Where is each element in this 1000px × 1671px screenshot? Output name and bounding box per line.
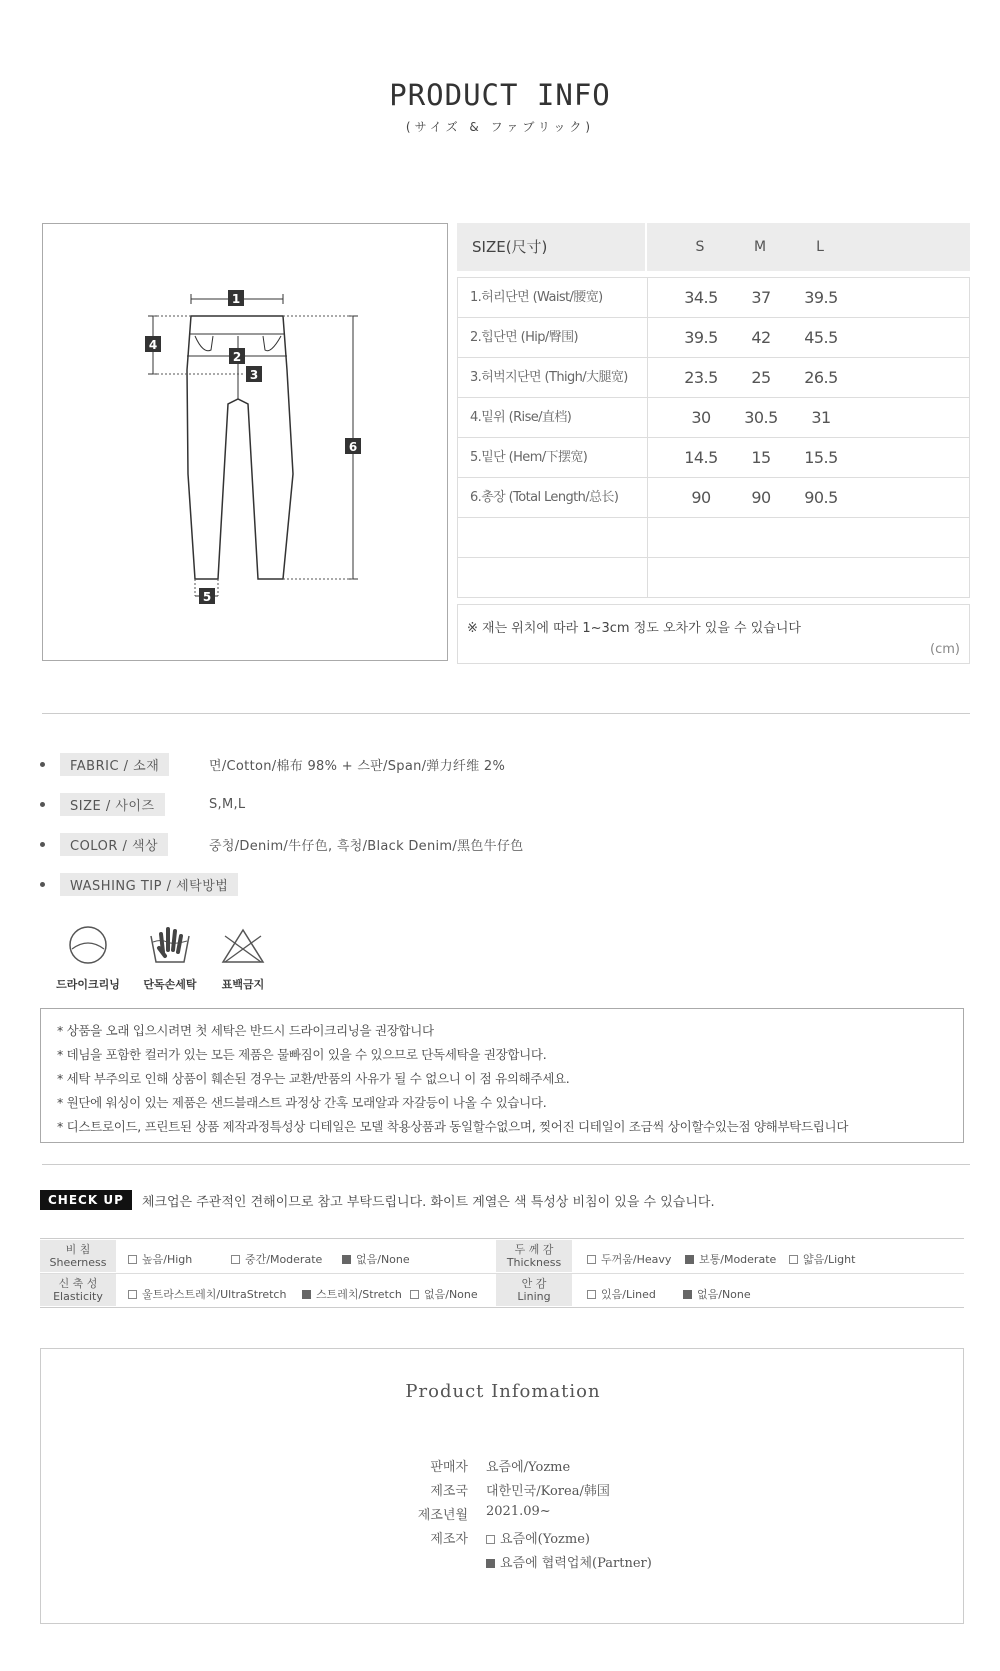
- thickness-option[interactable]: [685, 1251, 776, 1267]
- size-table-row: [458, 318, 969, 358]
- size-m-header: M: [753, 239, 767, 255]
- size-table-row: [458, 558, 969, 598]
- no-bleach-label: 표백금지: [221, 978, 265, 991]
- size-l-header: L: [816, 239, 824, 255]
- size-table-row: [458, 438, 969, 478]
- lining-option[interactable]: [587, 1286, 656, 1302]
- size-table: [457, 223, 970, 664]
- elasticity-option[interactable]: [302, 1286, 402, 1302]
- page-subtitle: (サイズ & ファブリック): [405, 120, 595, 134]
- size-cell-m: 25: [751, 368, 771, 387]
- pants-illustration: [43, 224, 449, 662]
- lining-label: [496, 1274, 572, 1306]
- marker-1-label: 1: [231, 292, 241, 306]
- checkbox-icon: [128, 1255, 137, 1264]
- option-label: 얇음/Light: [803, 1253, 856, 1266]
- size-row-label: 6.총장 (Total Length/总长): [458, 478, 648, 517]
- size-cell-m: 90: [751, 488, 771, 507]
- checkbox-icon: [587, 1290, 596, 1299]
- size-row-label: 3.허벅지단면 (Thigh/大腿宽): [458, 358, 648, 397]
- checkup-text: 체크업은 주관적인 견해이므로 참고 부탁드립니다. 화이트 계열은 색 특성상 비침이 있을 수 있습니다.: [141, 1194, 715, 1210]
- size-table-row: [458, 398, 969, 438]
- size-diagram: [42, 223, 448, 661]
- lining-label-en: Lining: [517, 1290, 551, 1303]
- size-header-label: SIZE(尺寸): [457, 223, 647, 271]
- dry-clean-icon: [65, 922, 111, 968]
- product-information-title: Product Infomation: [405, 1381, 601, 1402]
- elasticity-label-ko: 신 축 성: [58, 1277, 98, 1290]
- size-cell-m: 30.5: [744, 408, 778, 427]
- spec-color: [40, 833, 524, 856]
- size-cell-m: 15: [751, 448, 771, 467]
- bullet-icon: [40, 842, 45, 847]
- size-table-row: [458, 358, 969, 398]
- marker-2-label: 2: [232, 350, 242, 364]
- sheerness-label-en: Sheerness: [49, 1256, 107, 1269]
- option-label: 없음/None: [356, 1253, 410, 1266]
- option-label: 높음/High: [142, 1253, 193, 1266]
- sheerness-label: [40, 1240, 116, 1272]
- sheerness-option[interactable]: [128, 1251, 192, 1267]
- maker-option[interactable]: [486, 1528, 590, 1547]
- lining-label-ko: 안 감: [521, 1277, 547, 1290]
- sheerness-option[interactable]: [342, 1251, 410, 1267]
- unit-label: (cm): [930, 642, 960, 657]
- checkup-grid: [40, 1238, 964, 1308]
- size-cell-l: 90.5: [804, 488, 838, 507]
- origin-label: 제조국: [430, 1484, 468, 1499]
- elasticity-label-en: Elasticity: [53, 1290, 103, 1303]
- sheerness-option[interactable]: [231, 1251, 322, 1267]
- care-note: * 디스트로이드, 프린트된 상품 제작과정특성상 디테일은 모델 착용상품과 동일할수없으며, 찢어진 디테일이 조금씩 상이할수있는점 양해부탁드립니다: [57, 1119, 849, 1134]
- size-cell-s: 30: [691, 408, 711, 427]
- checkbox-icon: [410, 1290, 419, 1299]
- divider: [42, 713, 970, 714]
- seller-label: 판매자: [430, 1460, 468, 1475]
- checkup-badge: CHECK UP: [40, 1190, 132, 1210]
- thickness-label-en: Thickness: [506, 1256, 562, 1269]
- lining-option[interactable]: [683, 1286, 751, 1302]
- size-cell-m: 37: [751, 288, 771, 307]
- checkbox-checked-icon: [342, 1255, 351, 1264]
- size-cell-m: 42: [751, 328, 771, 347]
- wash-hand-wash: [130, 922, 210, 992]
- dry-clean-label: 드라이크리닝: [56, 978, 120, 991]
- origin-value: 대한민국/Korea/韩国: [486, 1484, 610, 1499]
- maker-label: 제조자: [430, 1532, 468, 1547]
- bullet-icon: [40, 762, 45, 767]
- measurement-note: ※ 재는 위치에 따라 1~3cm 정도 오차가 있을 수 있습니다: [467, 621, 801, 636]
- spec-fabric-value: 면/Cotton/棉布 98% + 스판/Span/弹力纤维 2%: [209, 759, 506, 774]
- wash-dry-clean: [48, 922, 128, 992]
- size-row-label: 1.허리단면 (Waist/腰宽): [458, 278, 648, 317]
- size-row-label: 2.힙단면 (Hip/臀围): [458, 318, 648, 357]
- care-notes-box: [40, 1008, 964, 1143]
- divider: [42, 1164, 970, 1165]
- option-label: 스트레치/Stretch: [316, 1288, 402, 1301]
- elasticity-option[interactable]: [410, 1286, 478, 1302]
- checkbox-icon: [231, 1255, 240, 1264]
- page-title: PRODUCT INFO: [389, 78, 611, 112]
- spec-fabric-tag: FABRIC / 소재: [60, 753, 169, 776]
- option-label: 없음/None: [424, 1288, 478, 1301]
- size-row-label: [458, 558, 648, 597]
- checkup-header: [40, 1190, 715, 1210]
- elasticity-option[interactable]: [128, 1286, 286, 1302]
- hand-wash-icon: [147, 922, 193, 968]
- size-cell-l: 39.5: [804, 288, 838, 307]
- checkbox-icon: [587, 1255, 596, 1264]
- spec-washing: [40, 873, 238, 896]
- care-note: * 데님을 포함한 컬러가 있는 모든 제품은 물빠짐이 있을 수 있으므로 단독세탁을 권장합니다.: [57, 1047, 547, 1062]
- size-table-body: [457, 277, 970, 598]
- checkbox-checked-icon: [302, 1290, 311, 1299]
- checkbox-icon: [789, 1255, 798, 1264]
- option-label: 울트라스트레치/UltraStretch: [142, 1288, 287, 1301]
- spec-color-tag: COLOR / 색상: [60, 833, 168, 856]
- thickness-label: [496, 1240, 572, 1272]
- no-bleach-icon: [220, 922, 266, 968]
- checkbox-checked-icon: [486, 1559, 495, 1568]
- size-cell-l: 26.5: [804, 368, 838, 387]
- option-label: 두꺼움/Heavy: [601, 1253, 672, 1266]
- sheerness-label-ko: 비 침: [65, 1243, 91, 1256]
- care-note: * 원단에 워싱이 있는 제품은 샌드블래스트 과정상 간혹 모래알과 자갈등이 나올 수 있습니다.: [57, 1095, 547, 1110]
- spec-fabric: [40, 753, 506, 776]
- date-value: 2021.09~: [486, 1504, 551, 1519]
- measurement-note-box: [457, 604, 970, 664]
- size-cell-l: 31: [811, 408, 831, 427]
- spec-size-value: S,M,L: [209, 797, 246, 812]
- size-row-label: 5.밑단 (Hem/下摆宽): [458, 438, 648, 477]
- size-cell-s: 90: [691, 488, 711, 507]
- size-table-row: [458, 478, 969, 518]
- thickness-option[interactable]: [587, 1251, 671, 1267]
- diagram-markers: [145, 290, 361, 604]
- size-row-label: 4.밑위 (Rise/直档): [458, 398, 648, 437]
- option-label: 중간/Moderate: [245, 1253, 323, 1266]
- size-table-header: [457, 223, 970, 271]
- thickness-option[interactable]: [789, 1251, 855, 1267]
- checkbox-checked-icon: [683, 1290, 692, 1299]
- elasticity-label: [40, 1274, 116, 1306]
- option-label: 없음/None: [697, 1288, 751, 1301]
- date-label: 제조년월: [417, 1508, 468, 1523]
- size-cell-s: 23.5: [684, 368, 718, 387]
- spec-color-value: 중청/Denim/牛仔色, 흑청/Black Denim/黑色牛仔色: [209, 839, 524, 854]
- size-row-label: [458, 518, 648, 557]
- spec-size: [40, 793, 246, 816]
- thickness-label-ko: 두 께 감: [514, 1243, 554, 1256]
- marker-6-label: 6: [348, 440, 358, 454]
- size-table-row: [458, 518, 969, 558]
- seller-value: 요즘에/Yozme: [486, 1460, 571, 1475]
- bullet-icon: [40, 882, 45, 887]
- marker-4-label: 4: [148, 338, 158, 352]
- marker-3-label: 3: [249, 368, 259, 382]
- spec-washing-tag: WASHING TIP / 세탁방법: [60, 873, 238, 896]
- maker-option[interactable]: [486, 1552, 652, 1571]
- bullet-icon: [40, 802, 45, 807]
- size-table-row: [458, 278, 969, 318]
- checkbox-icon: [128, 1290, 137, 1299]
- product-information-box: [40, 1348, 964, 1624]
- marker-5-label: 5: [202, 590, 212, 604]
- wash-no-bleach: [203, 922, 283, 992]
- size-cell-s: 39.5: [684, 328, 718, 347]
- size-cell-s: 14.5: [684, 448, 718, 467]
- hand-wash-label: 단독손세탁: [143, 978, 197, 991]
- spec-size-tag: SIZE / 사이즈: [60, 793, 165, 816]
- checkbox-icon: [486, 1535, 495, 1544]
- option-label: 보통/Moderate: [699, 1253, 777, 1266]
- size-cell-s: 34.5: [684, 288, 718, 307]
- maker-option-label: 요즘에 협력업체(Partner): [500, 1556, 652, 1571]
- size-cell-l: 45.5: [804, 328, 838, 347]
- checkbox-checked-icon: [685, 1255, 694, 1264]
- care-note: * 상품을 오래 입으시려면 첫 세탁은 반드시 드라이크리닝을 권장합니다: [57, 1023, 434, 1038]
- size-s-header: S: [695, 239, 705, 255]
- option-label: 있음/Lined: [601, 1288, 656, 1301]
- maker-option-label: 요즘에(Yozme): [500, 1532, 590, 1547]
- care-note: * 세탁 부주의로 인해 상품이 훼손된 경우는 교환/반품의 사유가 될 수 없으니 이 점 유의해주세요.: [57, 1071, 570, 1086]
- size-cell-l: 15.5: [804, 448, 838, 467]
